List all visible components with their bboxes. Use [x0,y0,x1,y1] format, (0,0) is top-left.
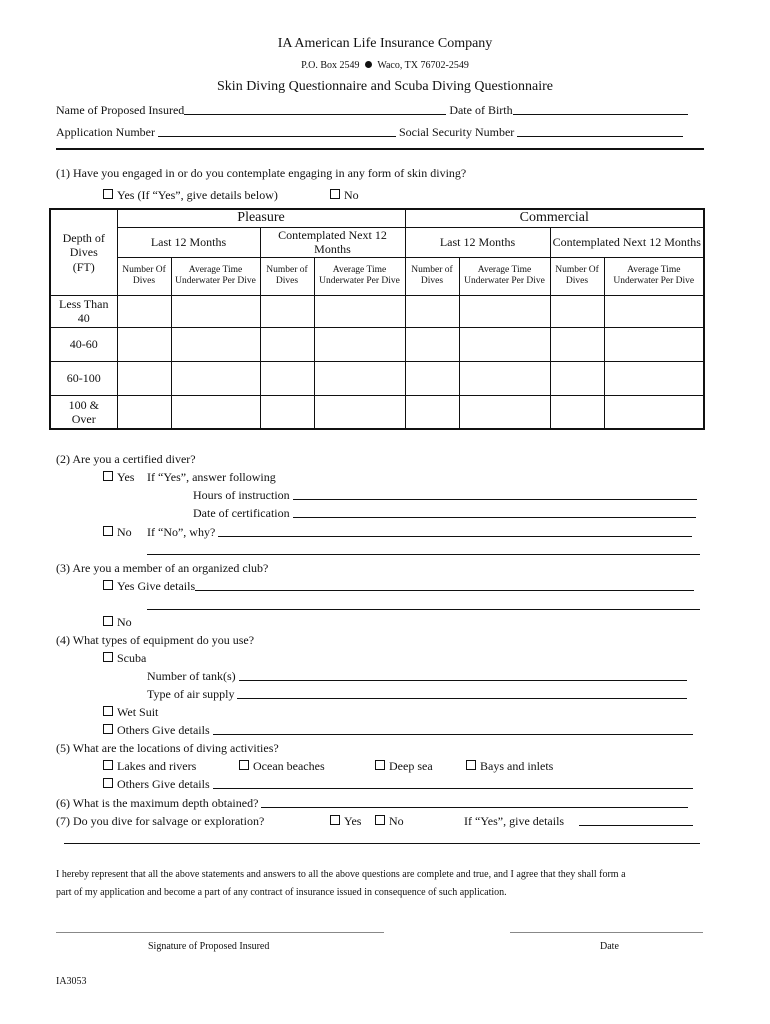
table-row [50,295,704,327]
scuba-label: Scuba [117,651,147,665]
table-cell[interactable] [405,395,459,429]
q7-text: (7) Do you dive for salvage or exploration? [56,814,265,828]
table-cell[interactable] [604,361,704,395]
q3-yes-label: Yes Give details [117,579,196,593]
q2-yes-label: Yes [117,470,135,484]
q2-no-row [147,525,692,540]
table-cell[interactable] [459,295,550,327]
q3-yes-option[interactable] [103,579,694,594]
col-average-time: Average Time Underwater Per Dive [314,257,405,295]
table-cell[interactable] [405,327,459,361]
table-cell[interactable] [459,395,550,429]
table-cell[interactable] [550,395,604,429]
club-details-field-line2[interactable] [147,598,700,610]
bays-option[interactable] [466,759,553,774]
q7-no-option[interactable] [375,814,404,829]
air-row [147,687,687,702]
deep-sea-label: Deep sea [389,759,433,773]
col-average-time: Average Time Underwater Per Dive [604,257,704,295]
checkbox-icon[interactable] [330,189,340,199]
checkbox-icon[interactable] [375,815,385,825]
table-cell[interactable] [117,395,171,429]
tanks-row [147,669,687,684]
q5-others-option[interactable] [103,777,693,792]
checkbox-icon[interactable] [375,760,385,770]
q3-text: (3) Are you a member of an organized club? [56,561,269,575]
table-cell[interactable] [405,361,459,395]
table-cell[interactable] [117,295,171,327]
hours-label: Hours of instruction [193,488,290,502]
app-number-label: Application Number [56,125,155,139]
bullet-icon [365,61,372,68]
cert-date-row [193,506,696,521]
q2-yes-option[interactable] [103,470,134,485]
checkbox-icon[interactable] [103,580,113,590]
dive-table [49,208,705,430]
q6-text: (6) What is the maximum depth obtained? [56,796,259,810]
air-field[interactable] [237,687,687,699]
q5-text: (5) What are the locations of diving activities? [56,741,279,755]
depth-header: Depth of Dives (FT) [50,209,117,295]
row-label: 100 & Over [50,395,117,429]
q2-no-label: No [117,525,132,539]
company-address [0,60,770,71]
signature-line[interactable] [56,932,384,933]
q2-why-field-line2[interactable] [147,543,700,555]
commercial-header: Commercial [405,209,704,227]
q7-yes-label: Yes [344,814,362,828]
lakes-option[interactable] [103,759,196,774]
form-number: IA3053 [56,976,87,987]
row-label: 40-60 [50,327,117,361]
table-cell[interactable] [171,327,260,361]
table-cell[interactable] [405,295,459,327]
table-cell[interactable] [314,395,405,429]
name-field[interactable] [184,103,446,115]
tanks-label: Number of tank(s) [147,669,236,683]
checkbox-icon[interactable] [103,706,113,716]
q2-yes-note: If “Yes”, answer following [147,470,276,484]
q4-text: (4) What types of equipment do you use? [56,633,255,647]
q1-yes-option[interactable] [103,188,278,203]
form-title: Skin Diving Questionnaire and Scuba Diving Questionnaire [217,79,553,94]
table-cell[interactable] [117,361,171,395]
q2-no-note: If “No”, why? [147,525,216,539]
declaration-line-1: I hereby represent that all the above statements and answers to all the above questions are complete and true, and I agree that they shall form a [56,869,626,880]
q4-others-label: Others Give details [117,723,210,737]
table-cell[interactable] [459,361,550,395]
q7-note: If “Yes”, give details [464,814,565,828]
table-cell[interactable] [550,361,604,395]
company-name: IA American Life Insurance Company [277,36,493,51]
q1-no-option[interactable] [330,188,359,203]
table-cell[interactable] [604,295,704,327]
commercial-last-12-header: Last 12 Months [405,227,550,257]
col-number-of-dives: Number Of Dives [550,257,604,295]
table-cell[interactable] [171,395,260,429]
q7-details-field[interactable] [579,814,693,826]
q6-row [56,796,688,811]
table-cell[interactable] [260,295,314,327]
checkbox-icon[interactable] [103,189,113,199]
tanks-field[interactable] [239,669,687,681]
table-cell[interactable] [604,395,704,429]
name-label: Name of Proposed Insured [56,103,185,117]
checkbox-icon[interactable] [103,778,113,788]
table-cell[interactable] [260,327,314,361]
q7-details-field-line2[interactable] [64,832,700,844]
cert-date-field[interactable] [293,506,696,518]
q4-others-option[interactable] [103,723,693,738]
declaration-line-2: part of my application and become a part of any contract of insurance issued in consequence of such application. [56,887,507,898]
wetsuit-label: Wet Suit [117,705,159,719]
signature-label: Signature of Proposed Insured [148,941,270,952]
hours-row [193,488,697,503]
q3-no-label: No [117,615,132,629]
q1-yes-label: Yes (If “Yes”, give details below) [117,188,278,202]
col-average-time: Average Time Underwater Per Dive [171,257,260,295]
table-row [50,361,704,395]
air-label: Type of air supply [147,687,235,701]
q1-text: (1) Have you engaged in or do you contemplate engaging in any form of skin diving? [56,166,467,180]
col-number-of-dives: Number of Dives [260,257,314,295]
bays-label: Bays and inlets [480,759,554,773]
table-cell[interactable] [314,361,405,395]
lakes-label: Lakes and rivers [117,759,197,773]
dob-field[interactable] [513,103,688,115]
table-cell[interactable] [171,295,260,327]
pleasure-last-12-header: Last 12 Months [117,227,260,257]
ssn-field[interactable] [517,125,683,137]
name-row [56,103,688,118]
checkbox-icon[interactable] [103,616,113,626]
q2-text: (2) Are you a certified diver? [56,452,196,466]
table-cell[interactable] [314,327,405,361]
ocean-label: Ocean beaches [253,759,325,773]
q5-others-label: Others Give details [117,777,210,791]
date-label: Date [600,941,619,952]
dob-label: Date of Birth [449,103,513,117]
table-cell[interactable] [459,327,550,361]
q4-others-field[interactable] [213,723,693,735]
table-row [50,395,704,429]
table-cell[interactable] [550,295,604,327]
table-row [50,327,704,361]
checkbox-icon[interactable] [103,526,113,536]
q2-no-option[interactable] [103,525,132,540]
app-row [56,125,683,140]
q3-no-option[interactable] [103,615,132,630]
checkbox-icon[interactable] [103,652,113,662]
address-city: Waco, TX 76702-2549 [377,60,469,71]
header-divider [56,148,704,150]
q7-no-label: No [389,814,404,828]
cert-date-label: Date of certification [193,506,290,520]
q1-no-label: No [344,188,359,202]
pleasure-header: Pleasure [117,209,405,227]
checkbox-icon[interactable] [330,815,340,825]
table-cell[interactable] [550,327,604,361]
checkbox-icon[interactable] [466,760,476,770]
q7-note-row [464,814,693,829]
date-line[interactable] [510,932,703,933]
deep-sea-option[interactable] [375,759,433,774]
table-cell[interactable] [604,327,704,361]
table-cell[interactable] [260,395,314,429]
club-details-field[interactable] [195,579,694,591]
q2-why-field[interactable] [218,525,692,537]
row-label: 60-100 [50,361,117,395]
pleasure-next-12-header: Contemplated Next 12 Months [260,227,405,257]
wetsuit-option[interactable] [103,705,158,720]
table-cell[interactable] [171,361,260,395]
commercial-next-12-header: Contemplated Next 12 Months [550,227,704,257]
ssn-label: Social Security Number [398,125,515,139]
address-po-box: P.O. Box 2549 [301,60,360,71]
q5-others-field[interactable] [213,777,693,789]
col-number-of-dives: Number Of Dives [117,257,171,295]
col-average-time: Average Time Underwater Per Dive [459,257,550,295]
table-cell[interactable] [314,295,405,327]
app-number-field[interactable] [158,125,396,137]
scuba-option[interactable] [103,651,146,666]
col-number-of-dives: Number of Dives [405,257,459,295]
q7-yes-option[interactable] [330,814,361,829]
table-cell[interactable] [260,361,314,395]
hours-field[interactable] [293,488,697,500]
checkbox-icon[interactable] [103,724,113,734]
checkbox-icon[interactable] [239,760,249,770]
row-label: Less Than 40 [50,295,117,327]
max-depth-field[interactable] [261,796,688,808]
checkbox-icon[interactable] [103,760,113,770]
checkbox-icon[interactable] [103,471,113,481]
ocean-option[interactable] [239,759,325,774]
table-cell[interactable] [117,327,171,361]
